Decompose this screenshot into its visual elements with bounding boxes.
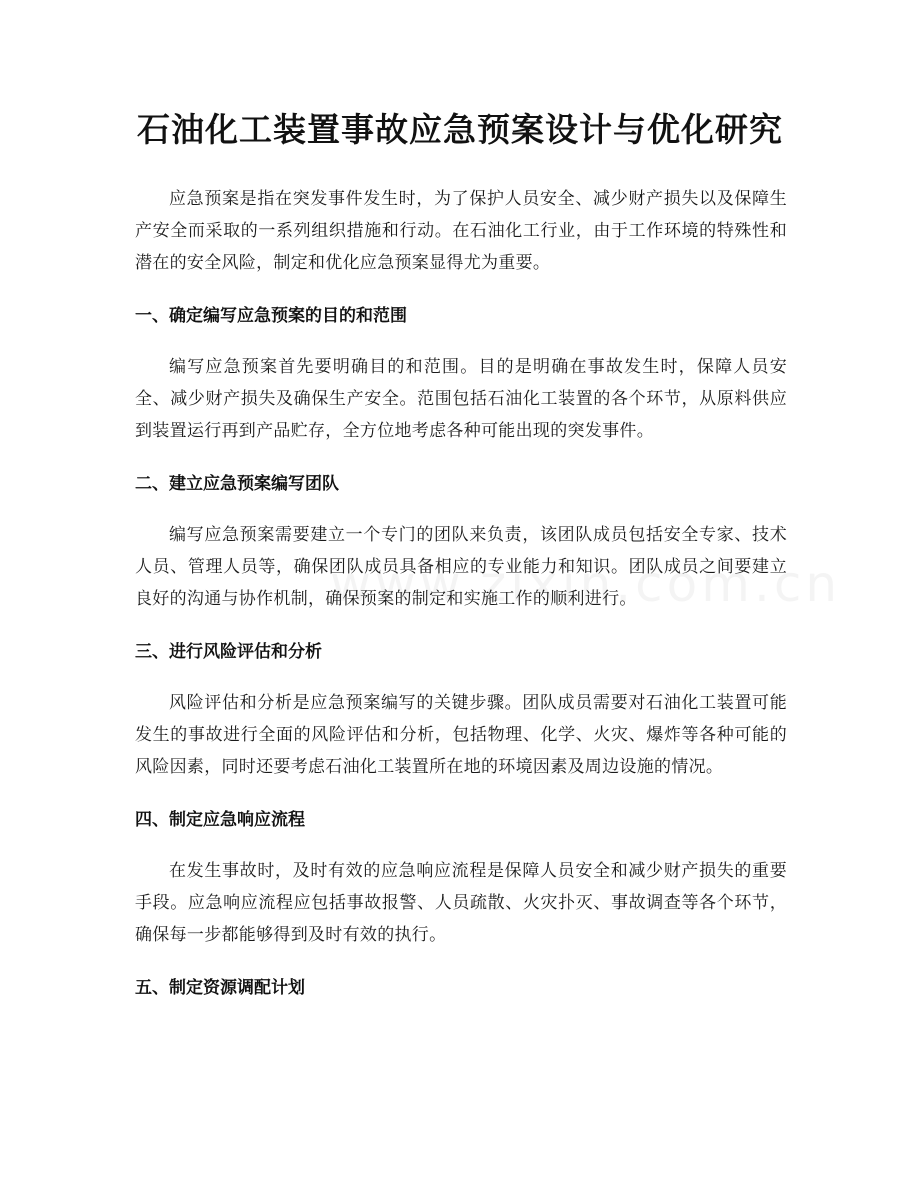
section-body-4: 在发生事故时，及时有效的应急响应流程是保障人员安全和减少财产损失的重要手段。应急响应流程应包括事故报警、人员疏散、火灾扑灭、事故调查等各个环节，确保每一步都能够得到及时有效的执行。 <box>135 861 787 945</box>
document-body <box>135 183 787 1023</box>
section-heading-1: 一、确定编写应急预案的目的和范围 <box>135 306 407 326</box>
section-heading-5: 五、制定资源调配计划 <box>135 978 305 998</box>
document-title: 石油化工装置事故应急预案设计与优化研究 <box>137 110 783 149</box>
section-body-1: 编写应急预案首先要明确目的和范围。目的是明确在事故发生时，保障人员安全、减少财产损失及确保生产安全。范围包括石油化工装置的各个环节，从原料供应到装置运行再到产品贮存，全方位地考虑各种可能出现的突发事件。 <box>135 357 787 441</box>
section-body-2: 编写应急预案需要建立一个专门的团队来负责，该团队成员包括安全专家、技术人员、管理人员等，确保团队成员具备相应的专业能力和知识。团队成员之间要建立良好的沟通与协作机制，确保预案的制定和实施工作的顺利进行。 <box>135 525 787 609</box>
section-heading-4: 四、制定应急响应流程 <box>135 810 305 830</box>
intro-paragraph: 应急预案是指在突发事件发生时，为了保护人员安全、减少财产损失以及保障生产安全而采取的一系列组织措施和行动。在石油化工行业，由于工作环境的特殊性和潜在的安全风险，制定和优化应急预案显得尤为重要。 <box>135 189 787 273</box>
section-heading-2: 二、建立应急预案编写团队 <box>135 474 339 494</box>
section-body-3: 风险评估和分析是应急预案编写的关键步骤。团队成员需要对石油化工装置可能发生的事故进行全面的风险评估和分析，包括物理、化学、火灾、爆炸等各种可能的风险因素，同时还要考虑石油化工装置所在地的环境因素及周边设施的情况。 <box>135 693 787 777</box>
section-heading-3: 三、进行风险评估和分析 <box>135 642 322 662</box>
